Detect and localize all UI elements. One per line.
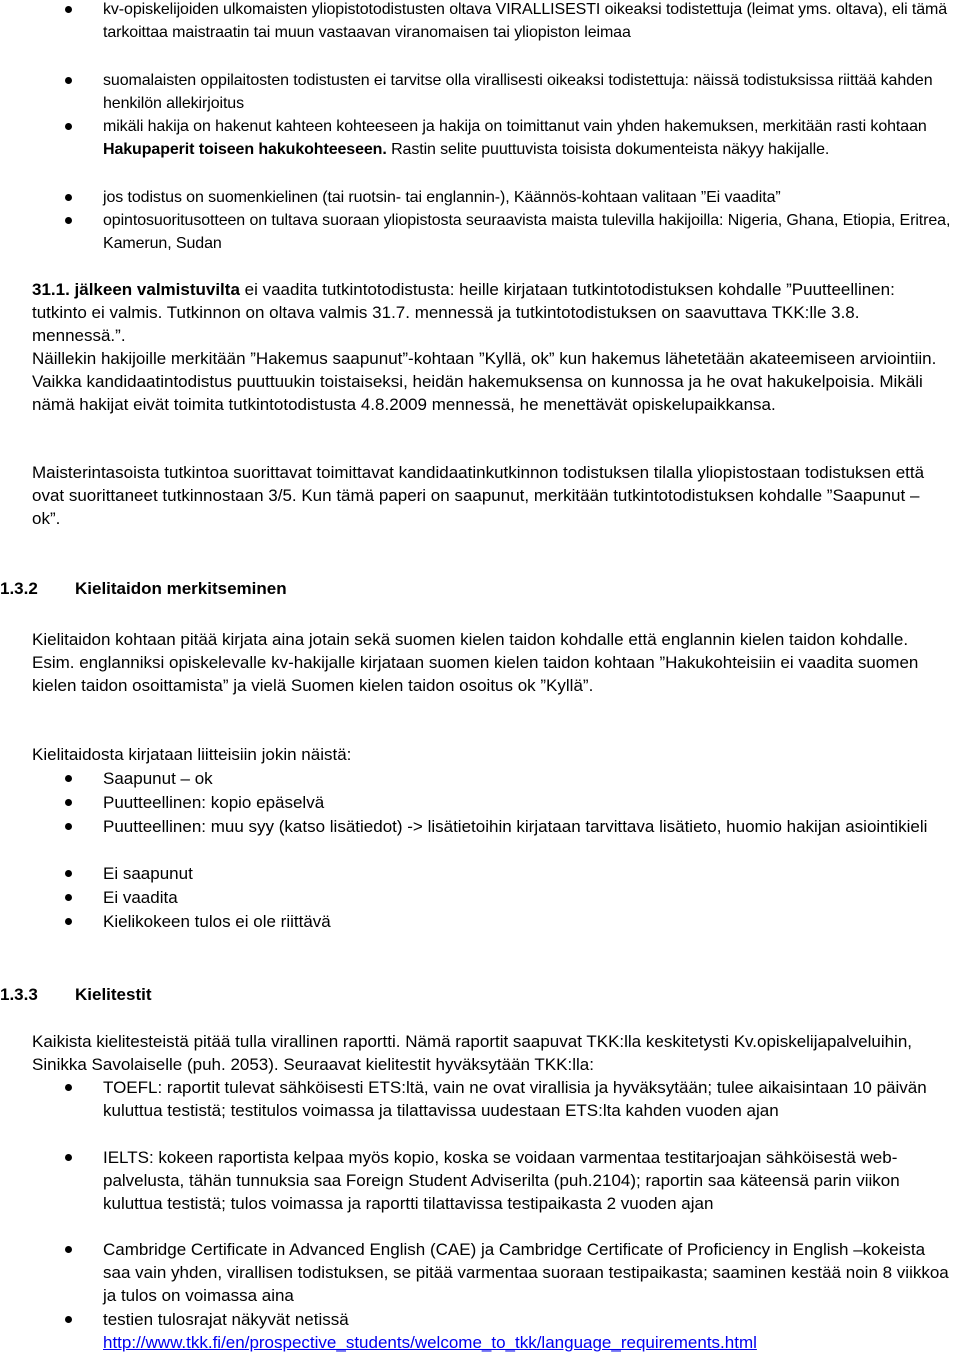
- language-options-list: [0, 767, 960, 933]
- deadline-paragraph-2: Näillekin hakijoille merkitään ”Hakemus saapunut”-kohtaan ”Kyllä, ok” kun hakemus lähetetään akateemiseen arviointiin. Vaikka kandidaatintodistus puuttuukin toistaiseksi, heidän hakemuksensa on kunnossa ja he ovat hakukelpoisia. Mikäli nämä hakijat eivät toimita tutkintotodistusta 4.8.2009 mennessä, he menettävät opiskelupaikkansa.: [32, 349, 937, 414]
- section-number: 1.3.2: [0, 579, 38, 598]
- deadline-section: [0, 278, 960, 416]
- list-item: opintosuoritusotteen on tultava suoraan yliopistosta seuraavista maista tulevilla hakijoilla: Nigeria, Ghana, Etiopia, Eritrea, Kamerun, Sudan: [0, 209, 960, 255]
- section-title: Kielitaidon merkitseminen: [75, 579, 287, 598]
- deadline-paragraph: 31.1. jälkeen valmistuvilta ei vaadita tutkintotodistusta: heille kirjataan tutkintotodistuksen kohdalle ”Puutteellinen: tutkinto ei valmis. Tutkinnon on oltava valmis 31.7. mennessä ja tutkintotodistuksen on saavuttava TKK:lle 3.8. mennessä.”.: [32, 280, 895, 345]
- list-item: suomalaisten oppilaitosten todistusten ei tarvitse olla virallisesti oikeaksi todistettuja: näissä todistuksissa riittää kahden henkilön allekirjoitus: [0, 69, 960, 115]
- list-item: TOEFL: raportit tulevat sähköisesti ETS:ltä, vain ne ovat virallisia ja hyväksytään; tulee aikaisintaan 10 päivän kuluttua testistä; testitulos voimassa ja tilattavissa uudestaan ETS:lta kahden vuoden ajan: [0, 1076, 960, 1146]
- language-requirements-link[interactable]: http://www.tkk.fi/en/prospective_students/welcome_to_tkk/language_requirements.html: [103, 1333, 757, 1352]
- list-item: Saapunut – ok: [0, 767, 960, 791]
- list-item: kv-opiskelijoiden ulkomaisten yliopistotodistusten oltava VIRALLISESTI oikeaksi todistettuja (leimat yms. oltava), eli tämä tarkoittaa maistraatin tai muun vastaavan viranomaisen tai yliopiston leimaa: [0, 0, 960, 69]
- list-item: Cambridge Certificate in Advanced English (CAE) ja Cambridge Certificate of Proficiency in English –kokeista saa vain yhden, virallisen todistuksen, se pitää varmentaa suoraan testipaikasta; saaminen kestää noin 8 viikkoa ja tulos on voimassa aina: [0, 1238, 960, 1308]
- masters-section: [0, 461, 960, 530]
- language-tests-list: [0, 1076, 960, 1354]
- requirements-list-block: [0, 0, 960, 255]
- language-options-intro: Kielitaidosta kirjataan liitteisiin jokin näistä:: [32, 745, 352, 764]
- list-item: Puutteellinen: kopio epäselvä: [0, 791, 960, 815]
- language-tests-paragraph: Kaikista kielitesteistä pitää tulla virallinen raportti. Nämä raportit saapuvat TKK:lla keskitetysti Kv.opiskelijapalveluihin, Sinikka Savolaiselle (puh. 2053). Seuraavat kielitestit hyväksytään TKK:lla:: [32, 1032, 912, 1074]
- list-item: Puutteellinen: muu syy (katso lisätiedot) -> lisätietoihin kirjataan tarvittava lisätieto, huomio hakijan asiointikieli: [0, 815, 960, 862]
- requirements-list: [0, 0, 960, 255]
- list-item: Ei vaadita: [0, 886, 960, 910]
- language-tests-section: [0, 1030, 960, 1354]
- section-number: 1.3.3: [0, 985, 38, 1004]
- list-item: testien tulosrajat näkyvät netissä http://www.tkk.fi/en/prospective_students/welcome_to_tkk/language_requirements.html: [0, 1308, 960, 1354]
- list-item: mikäli hakija on hakenut kahteen kohteeseen ja hakija on toimittanut vain yhden hakemuksen, merkitään rasti kohtaan Hakupaperit toiseen hakukohteeseen. Rastin selite puuttuvista toisista dokumenteista näkyy hakijalle.: [0, 115, 960, 186]
- section-title: Kielitestit: [75, 985, 152, 1004]
- list-item: Ei saapunut: [0, 862, 960, 886]
- list-item: jos todistus on suomenkielinen (tai ruotsin- tai englannin-), Käännös-kohtaan valitaan ”Ei vaadita”: [0, 186, 960, 209]
- language-skill-section: [0, 628, 960, 697]
- list-item: IELTS: kokeen raportista kelpaa myös kopio, koska se voidaan varmentaa testitarjoajan sähköisestä web-palvelusta, tähän tunnuksia saa Foreign Student Adviserilta (puh.2104); raportin saa käteensä parin viikon kuluttua testistä; tulos voimassa ja raportti tilattavissa testipaikasta 2 vuoden ajan: [0, 1146, 960, 1238]
- language-options-block: [0, 743, 960, 933]
- list-item: Kielikokeen tulos ei ole riittävä: [0, 910, 960, 933]
- language-skill-paragraph: Kielitaidon kohtaan pitää kirjata aina jotain sekä suomen kielen taidon kohdalle että englannin kielen taidon kohdalle. Esim. englanniksi opiskelevalle kv-hakijalle kirjataan suomen kielen taidon kohtaan ”Hakukohteisiin ei vaadita suomen kielen taidon osoittamista” ja vielä Suomen kielen taidon osoitus ok ”Kyllä”.: [32, 630, 919, 695]
- masters-paragraph: Maisterintasoista tutkintoa suorittavat toimittavat kandidaatinkutkinnon todistuksen tilalla yliopistostaan todistuksen että ovat suorittaneet tutkinnostaan 3/5. Kun tämä paperi on saapunut, merkitään tutkintotodistuksen kohdalle ”Saapunut – ok”.: [32, 463, 925, 528]
